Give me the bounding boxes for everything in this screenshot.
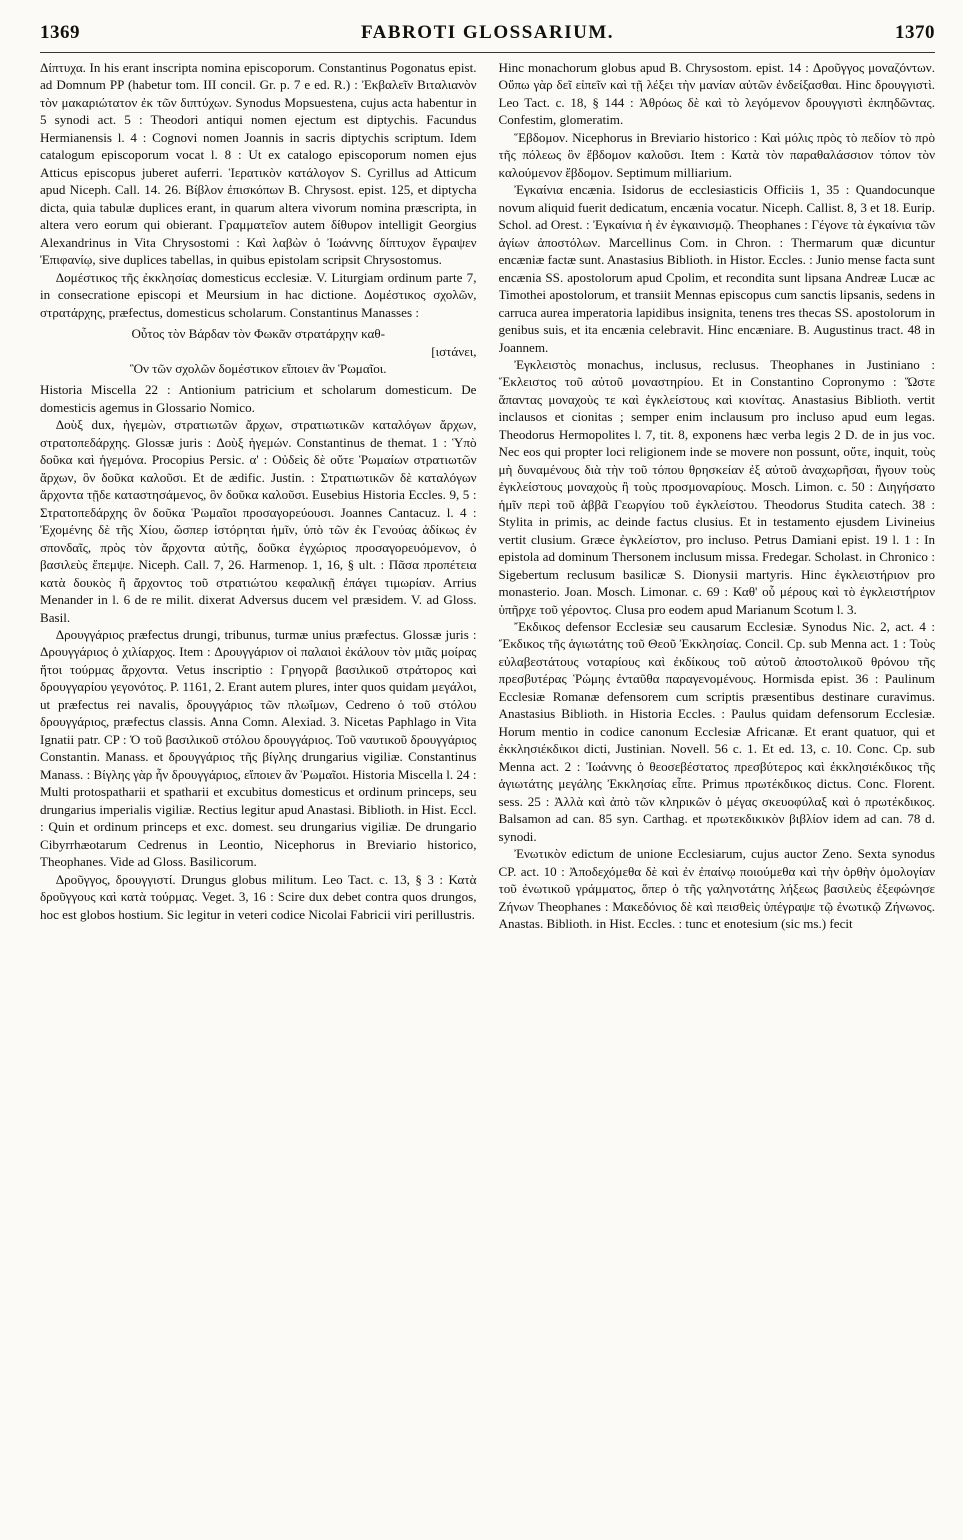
verse-quotation [40, 325, 477, 377]
running-title: FABROTI GLOSSARIUM. [360, 22, 614, 43]
entry-diptycha: Δίπτυχα. In his erant inscripta nomina episcoporum. Constantinus Pogonatus epist. ad Domnum PP (habetur tom. III concil. Gr. p. 7 e ed. R.) : Ἐκβαλεῖν Βιταλιανὸν τὸν μακαριώτατον ἐκ τῶν διπτύχων. Synodus Mopsuestena, cujus acta habentur in 5 synodi act. 5 : Theodori antiqui nomen ejectum est diptychis. Facundus Hermianensis l. 4 : Cognovi nomen Joannis in sacris diptychis scriptum. Idem catalogum episcoporum vocat l. 8 : Ut ex catalogo episcoporum nomen ejus Atticus episcopus juberet auferri. Ἱερατικὸν κατάλογον S. Cyrillus ad Atticum apud Niceph. Call. 14. 26. Βίβλον ἐπισκόπων B. Chrysost. epist. 125, et diptycha dicta, quia tabulæ duplices erant, in quarum altera vivorum nomina præscripta, in altera vero eorum qui obierant. Γραμματεῖον autem δίθυρον intelligit Georgius Alexandrinus in Vita Chrysostomi : Καὶ λαβὼν ὁ Ἰωάννης δίπτυχον ἔγραψεν Ἐπιφανίῳ, sive duplices tabellas, in quibus epistolam scripsit Chrysostomus. [40, 60, 477, 268]
entry-enkleistos: Ἐγκλειστὸς monachus, inclusus, reclusus. Theophanes in Justiniano : Ἔκλειστος τοῦ αὐτοῦ μοναστηρίου. Et in Constantino Copronymo : Ὥστε ἅπαντας μοναχοὺς τε καὶ ἐγκλείστους καὶ κιονίτας. Anastasius Biblioth. vertit inclausos et cionitas ; semper enim inclausum pro incluso apud eum legas. Theodorus Hermopolites l. 7, tit. 8, exponens hæc verba legis 2 D. de in jus voc. Nec eos qui propter loci religionem inde se movere non possunt, οὔτε, inquit, τοὺς μὴ δυναμένους διὰ τὴν τοῦ τόπου θρησκείαν ἐξ αὐτοῦ ἀναχωρῆσαι, ἤγουν τοὺς ἐγκλείστους μοναχοὺς ἢ τοὺς προσμοναρίους. Mosch. Limon. c. 50 : Διηγήσατο ἡμῖν περὶ τοῦ ἀββᾶ Γεωργίου τοῦ ἐγκλείστου. Theodorus Studita catech. 38 : Stylita in primis, ac deinde factus clusius. Et in testamento ejusdem Livineius vertit clusium. Græce ἐγκλείστον, pro incluso. Petrus Damiani epist. 19 l. 1 : In epistola ad dominum Thersonem inclusum missa. Fredegar. Scholast. in Chronico : Sigebertum reclusum basilicæ S. Dionysii martyris. Hinc ἐγκλειστήριον pro monasterio. Joan. Mosch. Limonar. c. 69 : Καθ' οὗ μέρους καὶ τὸ ἐγκλειστήριον ὑπῆρχε τοῦ γέροντος. Clusa pro eodem apud Marianum Scotum l. 3. [498, 356, 935, 617]
entry-drungus-cont: Hinc monachorum globus apud B. Chrysostom. epist. 14 : Δροῦγγος μοναζόντων. Οὔπω γὰρ δεῖ εἰπεῖν καὶ τῇ λέξει τὴν μανίαν αὐτῶν ἐνδείξασθαι. Hinc δρουγγιστὶ. Leo Tact. c. 18, § 144 : Ἀθρόως δὲ καὶ τὸ λεγόμενον δρουγγιστὶ ἐκπηδῶντας. Confestim, glomeratim. [498, 60, 935, 128]
entry-encaenia: Ἐγκαίνια encænia. Isidorus de ecclesiasticis Officiis 1, 35 : Quandocunque novum aliquid fuerit dedicatum, encænia vocatur. Niceph. Callist. 8, 3 et 18. Eurip. Schol. ad Orest. : Ἐγκαίνια ἡ ἐν ἐγκαινισμῷ. Theophanes : Γέγονε τὰ ἐγκαίνια τῶν ἁγίων ἀποστόλων. Marcellinus Com. in Chron. : Thermarum quæ dicuntur encæniæ factæ sunt. Anastasius Biblioth. in Histor. Eccles. : Junio mense facta sunt encænia SS. apostolorum apud Cpolim, et recondita sunt lipsana Andreæ Lucæ ac Timothei apostolorum, et transiit Mennas episcopus cum sanctis lipsanis, sedens in carruca aurea imperatoria lapidibus insignita, tenens tres thecas SS. apostolorum in genibus suis, et ita encænia celebravit. Hinc encæniare. B. Augustinus tract. 48 in Joannem. [498, 182, 935, 355]
entry-henotikon: Ἐνωτικὸν edictum de unione Ecclesiarum, cujus auctor Zeno. Sexta synodus CP. act. 10 : Ἀποδεχόμεθα δὲ καὶ ἐν ἐπαίνῳ ποιούμεθα καὶ τὴν ὀρθὴν ὁμολογίαν τοῦ ἐνωτικοῦ γράμματος, ὅπερ ὁ τῆς γαληνοτάτης λήξεως βασιλεὺς ἐξεφώνησε Ζήνων Theophanes : Μακεδόνιος δὲ καὶ πεισθεὶς ὑπέγραψε τῷ ἐνωτικῷ Ζήνωνος. Anastas. Biblioth. in Hist. Eccles. : tunc et enotesium (sic ms.) fecit [498, 846, 935, 931]
entry-drungarius: Δρουγγάριος præfectus drungi, tribunus, turmæ unius præfectus. Glossæ juris : Δρουγγάριος ὁ χιλίαρχος. Item : Δρουγγάριον οἱ παλαιοὶ ἐκάλουν τὸν μιᾶς μοίρας ἤτοι τούρμας ἄρχοντα. Vetus inscriptio : Γρηγορᾶ βασιλικοῦ στράτορος καὶ δρουγγαρίου γεγονότος. P. 1161, 2. Erant autem plures, inter quos quidam μεγάλοι, ut præfectus rei navalis, δρουγγάριος τῶν πλωΐμων, Cedreno ὁ τοῦ στόλου δρουγγάριος, præfectus classis. Anna Comn. Alexiad. 3. Nicetas Paphlago in Vita Ignatii patr. CP : Ὁ τοῦ βασιλικοῦ στόλου δρουγγάριος. Τοῦ ναυτικοῦ δρουγγάριος Constantin. Manass. et δρουγγάριος τῆς βίγλης drungarius vigiliæ. Constantinus Manass. : Βίγλης γὰρ ἦν δρουγγάριος, εἴποιεν ἂν Ῥωμαῖοι. Historia Miscella l. 24 : Multi protospatharii et spatharii et excubitus domesticus et ordinum princeps, seu drungarius imperialis vigiliæ. Rectius legitur apud Anastasi. Biblioth. in Hist. Eccl. : Quin et ordinum princeps et exc. domest. seu drungarius vigiliæ. De drungario Cibyrrhæotarum Cedrenus in Leontio, Nicephorus in Breviario historico, Theophanes. Vide ad Gloss. Basilicorum. [40, 627, 477, 870]
verse-line-1-continuation: [ιστάνει, [431, 343, 477, 359]
page-number-left: 1369 [40, 22, 80, 43]
right-column [499, 59, 936, 1529]
entry-drungus: Δροῦγγος, δρουγγιστί. Drungus globus militum. Leo Tact. c. 13, § 3 : Κατὰ δροῦγγους καὶ κατὰ τούρμας. Veget. 3, 16 : Scire dux debet contra quos drungos, hoc est globos hostium. Sic legitur in veteri codice Nicolai Fabricii viri perillustris. [40, 871, 477, 922]
running-header [40, 22, 935, 53]
entry-domesticus-cont: Historia Miscella 22 : Antionium patricium et scholarum domesticum. De domesticis agemus in Glossario Nomico. [40, 382, 477, 415]
verse-line-1: Οὗτος τὸν Βάρδαν τὸν Φωκᾶν στρατάρχην καθ- [131, 326, 386, 342]
page-number-right: 1370 [894, 22, 935, 43]
entry-dux: Δοὺξ dux, ἡγεμὼν, στρατιωτῶν ἄρχων, στρατιωτικῶν καταλόγων ἄρχων, στρατοπεδάρχης. Glossæ juris : Δοὺξ ἡγεμών. Constantinus de themat. 1 : Ὑπὸ δοῦκα καὶ ἡγεμόνα. Procopius Persic. α' : Οὐδεὶς δὲ οὔτε Ῥωμαίων στρατιωτῶν ἄρχων, ὃν δοῦκα καλοῦσι. Et de ædific. Justin. : Στρατιωτικῶν δὲ καταλόγων ἄρχοντα τῇδε καταστησάμενος, ὃν δοῦκα καλοῦσι. Eusebius Historia Eccles. 9, 5 : Στρατοπεδάρχης ὃν δοῦκα Ῥωμαῖοι προσαγορεύουσι. Joannes Cantacuz. l. 4 : Ἐχομένης δὲ τῆς Χίου, ὥσπερ ἱστόρηται ἡμῖν, ὑπὸ τῶν ἐκ Γενούας ἀδίκως ἐν σπονδαῖς, πρὸς τὸν ἄρχοντα αὐτῆς, δοῦκα ἐγχώριος προσαγορευόμενον, ὁ βασιλεὺς ἔπεμψε. Niceph. Call. 7, 26. Harmenop. 1, 16, § ult. : Πᾶσα προπέτεια κατὰ δουκὸς ἢ ἄρχοντος τοῦ στρατιώτου κεφαλικῇ ἐπάγει τιμωρίαν. Arrius Menander in l. 6 de re milit. dixerat Adversus ducem vel præsidem. V. ad Gloss. Basil. [40, 417, 477, 625]
two-column-body [40, 59, 935, 1529]
entry-ekdikos: Ἔκδικος defensor Ecclesiæ seu causarum Ecclesiæ. Synodus Nic. 2, act. 4 : Ἔκδικος τῆς ἁγιωτάτης τοῦ Θεοῦ Ἐκκλησίας. Concil. Cp. sub Menna act. 1 : Τοὺς εὐλαβεστάτους νοταρίους καὶ ἐκδίκους τοῦ αὐτοῦ ἀποστολικοῦ θρόνου τῆς πρεσβυτέρας Ῥώμης ἐνταῦθα παραγενομένους. Hormisda epist. 36 : Paulinum Ecclesiæ Romanæ defensorem cum scriptis præsentibus destinare curavimus. Anastasius Biblioth. in Historia Eccles. : Paulus quidam defensorum Ecclesiæ. Horum mentio in codice canonum Ecclesiæ Africanæ. Et erant quatuor, qui et ἐκκλησιέκδικοι dicti, Justinian. Novell. 56 c. 1. Et ed. 13, c. 10. Conc. Cp. sub Menna act. 2 : Ἰωάννης ὁ θεοσεβέστατος πρεσβύτερος καὶ ἐκκλησιέκδικος τῆς ἁγιωτάτης μεγάλης Ἐκκλησίας εἶπε. Primus πρωτέκδικος dictus. Conc. Florent. sess. 25 : Ἀλλὰ καὶ ἀπὸ τῶν κληρικῶν ὁ μέγας σκευοφύλαξ καὶ ὁ πρωτέκδικος. Balsamon ad can. 85 syn. Carthag. et πρωτεκδικικὸν βιβλίον idem ad can. 78 d. synodi. [498, 619, 935, 844]
entry-hebdomon: Ἕβδομον. Nicephorus in Breviario historico : Καὶ μόλις πρὸς τὸ πεδίον τὸ πρὸ τῆς πόλεως ὃν ἕβδομον καλοῦσι. Item : Κατὰ τὸν παραθαλάσσιον τόπον τὸν καλούμενον ἕβδομον. Septimum milliarium. [498, 129, 935, 180]
left-column [40, 59, 477, 1529]
entry-domesticus: Δομέστικος τῆς ἐκκλησίας domesticus ecclesiæ. V. Liturgiam ordinum parte 7, in consecratione episcopi et Meursium in hac dictione. Δομέστικος σχολῶν, στρατάρχης, præfectus, domesticus scholarum. Constantinus Manasses : [40, 269, 477, 320]
verse-line-2: Ὃν τῶν σχολῶν δομέστικον εἴποιεν ἂν Ῥωμαῖοι. [129, 360, 387, 376]
